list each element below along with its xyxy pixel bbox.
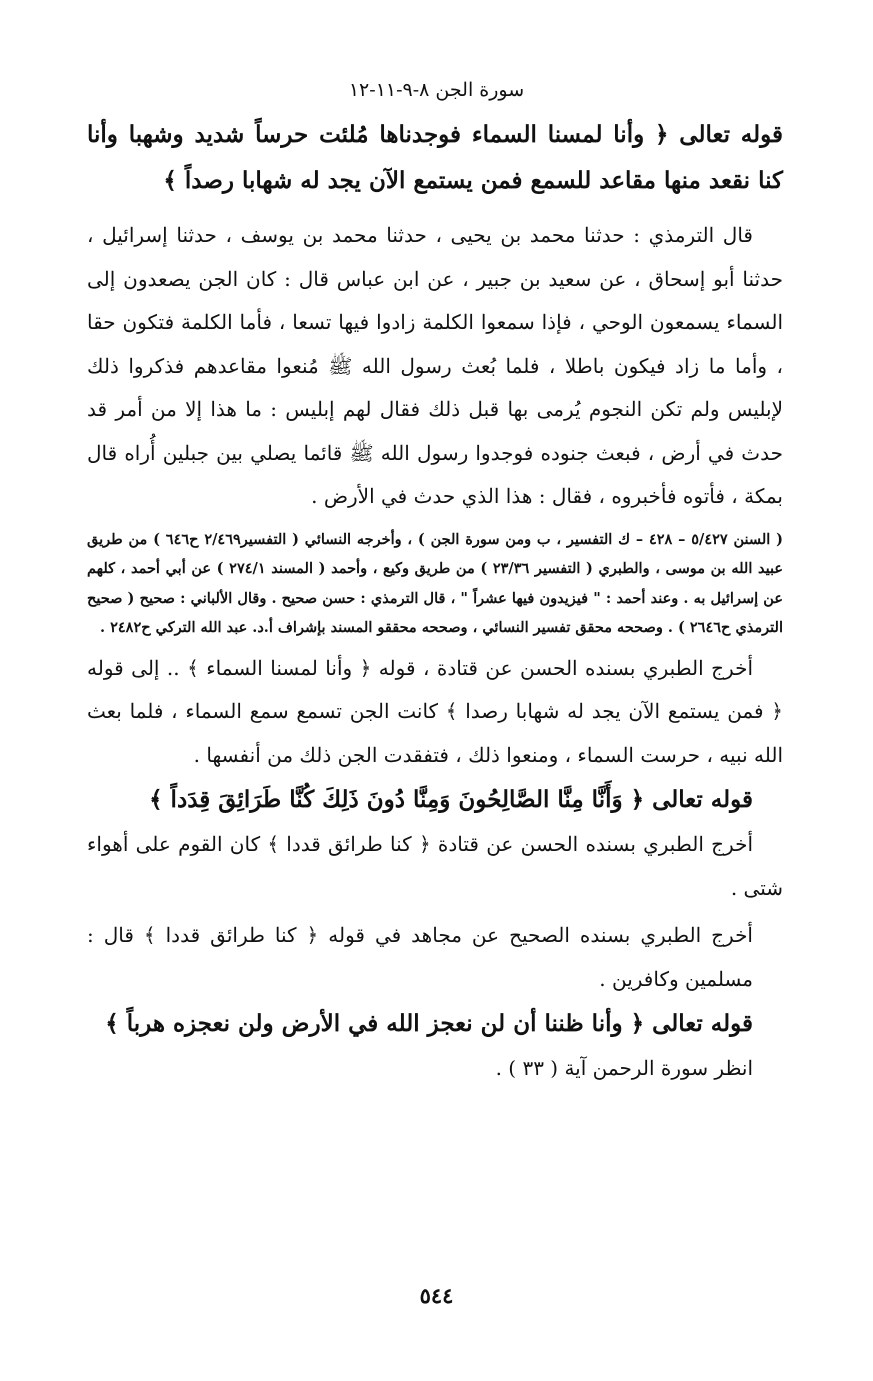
page-body bbox=[87, 110, 783, 1091]
spacer bbox=[87, 204, 783, 214]
page-number: ٥٤٤ bbox=[419, 1283, 454, 1308]
tirmidhi-narration: قال الترمذي : حدثنا محمد بن يحيى ، حدثنا محمد بن يوسف ، حدثنا إسرائيل ، حدثنا أبو إسحاق ، عن سعيد بن جبير ، عن ابن عباس قال : كان الجن يصعدون إلى السماء يسمعون الوحي ، فإذا سمعوا الكلمة زادوا فيها تسعا ، فأما الكلمة فتكون حقا ، وأما ما زاد فيكون باطلا ، فلما بُعث رسول الله ﷺ مُنعوا مقاعدهم فذكروا ذلك لإبليس ولم تكن النجوم يُرمى بها قبل ذلك فقال لهم إبليس : ما هذا إلا من أمر قد حدث في أرض ، فبعث جنوده فوجدوا رسول الله ﷺ قائما يصلي بين جبلين أُراه قال بمكة ، فأتوه فأخبروه ، فقال : هذا الذي حدث في الأرض . bbox=[87, 223, 783, 508]
tabari-qatada-commentary-2: أخرج الطبري بسنده الحسن عن قتادة ﴿ كنا طرائق قددا ﴾ كان القوم على أهواء شتى . bbox=[87, 832, 783, 900]
tabari-qatada-commentary-1: أخرج الطبري بسنده الحسن عن قتادة ، قوله ﴿ وأنا لمسنا السماء ﴾ .. إلى قوله ﴿ فمن يستمع الآن يجد له شهابا رصدا ﴾ كانت الجن تسمع سمع السماء ، فلما بعث الله نبيه ، حرست السماء ، ومنعوا ذلك ، فتفقدت الجن ذلك من أنفسها . bbox=[87, 655, 783, 767]
verse-heading-11: قوله تعالى ﴿ وَأَنَّا مِنَّا الصَّالِحُونَ وَمِنَّا دُونَ ذَلِكَ كُنَّا طَرَائِقَ قِدَداً ﴾ bbox=[149, 786, 753, 813]
takhrij-footnote: ( السنن ٥/٤٢٧ – ٤٢٨ – ك التفسير ، ب ومن سورة الجن ) ، وأخرجه النسائي ( التفسير٢/٤٦٩ ح٦٤٦ ) من طريق عبيد الله بن موسى ، والطبري ( التفسير ٢٣/٣٦ ) من طريق وكيع ، وأحمد ( المسند ٢٧٤/١ ) عن أبي أحمد ، كلهم عن إسرائيل به . وعند أحمد : " فيزيدون فيها عشراً " ، قال الترمذي : حسن صحيح . وقال الألباني : صحيح ( صحيح الترمذي ح٢٦٤٦ ) . وصححه محقق تفسير النسائي ، وصححه محققو المسند بإشراف أ.د. عبد الله التركي ح٢٤٨٢ . bbox=[87, 530, 783, 636]
tabari-mujahid-commentary: أخرج الطبري بسنده الصحيح عن مجاهد في قوله ﴿ كنا طرائق قددا ﴾ قال : مسلمين وكافرين . bbox=[87, 923, 753, 991]
verse-heading-8-9: قوله تعالى ﴿ وأنا لمسنا السماء فوجدناها مُلئت حرساً شديد وشهبا وأنا كنا نقعد منها مقاعد للسمع فمن يستمع الآن يجد له شهابا رصداً ﴾ bbox=[87, 121, 783, 194]
running-head: سورة الجن ٨-٩-١١-١٢ bbox=[348, 79, 525, 101]
verse-heading-12: قوله تعالى ﴿ وأنا ظننا أن لن نعجز الله في الأرض ولن نعجزه هرباً ﴾ bbox=[105, 1010, 753, 1037]
cross-reference: انظر سورة الرحمن آية ( ٣٣ ) . bbox=[495, 1056, 753, 1080]
